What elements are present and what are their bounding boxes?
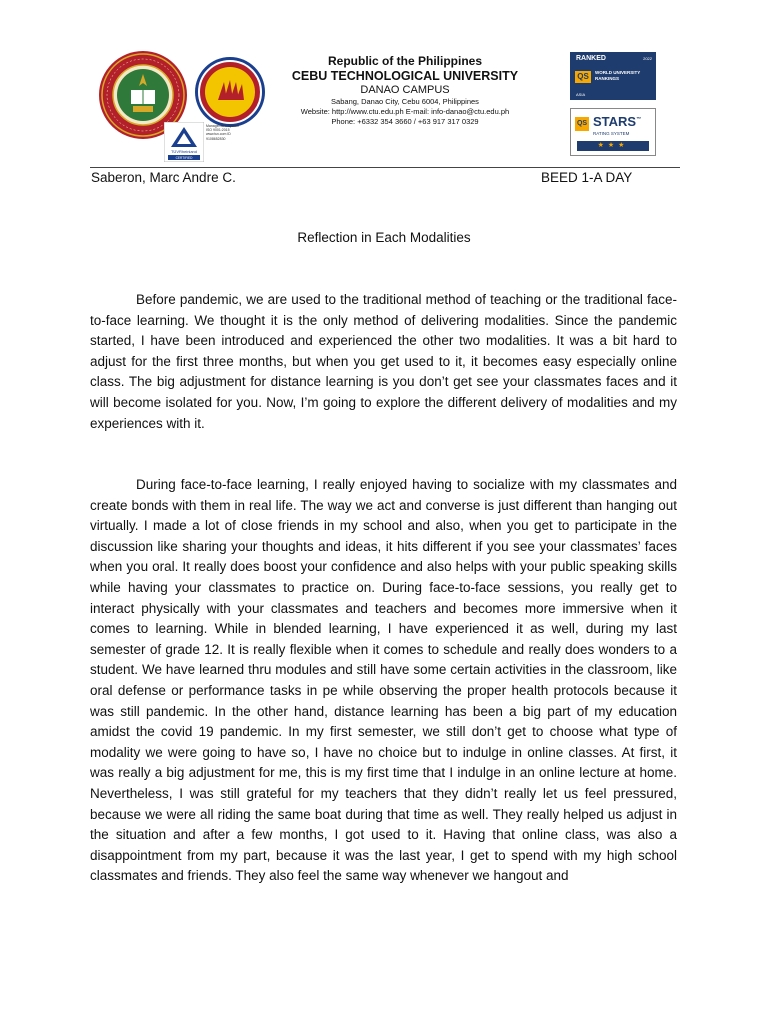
ranked-label: RANKED — [576, 55, 606, 62]
qs-logo-icon: QS — [575, 117, 589, 131]
student-name: Saberon, Marc Andre C. — [91, 170, 236, 185]
university-name: CEBU TECHNOLOGICAL UNIVERSITY — [291, 69, 519, 83]
document-title: Reflection in Each Modalities — [297, 230, 471, 245]
campus-contact: Website: http://www.ctu.edu.ph E-mail: info-danao@ctu.edu.ph — [300, 107, 510, 116]
paragraph: During face-to-face learning, I really enjoyed having to socialize with my classmates and create bonds with them in real life. The way we act and converse is just different than hanging out virtually. I made a lot of close friends in my school and also, when you get to participate in the discussion like sharing your thoughts and ideas, it hits different if you see your classmates’ faces when you oral. It really does boost your confidence and also helps with your public speaking skills while having your classmates to practice on. During face-to-face sessions, you really get to interact physically with your classmates and teachers and becomes more immersive when it comes to learning. While in blended learning, I have experienced it as well, during my last semester of grade 12. It is really flexible when it comes to schedule and really does wonders to a student. We have learned thru modules and still have some certain activities in the classroom, like oral defense or performance tasks in pe while observing the proper health protocols because it was still pandemic. In the other hand, distance learning has been a big part of my education amidst the covid 19 pandemic. In my first semester, we still don’t get to choose what type of modality we were going to have so, I have no choice but to indulge in online classes. At first, it was really a big adjustment for me, this is my first time that I indulge in an online lecture at home. Nevertheless, I was still grateful for my teachers that they didn’t really let us feel pressured, because we were all riding the same boat during that time as well. They really helped us adjust in the situation and after a few months, I got used to it. Having that online class, was also a disappointment from my part, because it was the last year, I get to spend with my high school classmates and friends. They also feel the same way whenever we hangout and — [90, 477, 677, 884]
ranked-lines: WORLD UNIVERSITY RANKINGS — [595, 70, 641, 81]
campus-name: DANAO CAMPUS — [360, 84, 450, 96]
tuv-certification-icon — [164, 122, 204, 162]
qs-logo-icon: QS — [575, 71, 591, 83]
asean-logo-icon — [194, 56, 266, 128]
student-course: BEED 1-A DAY — [541, 170, 633, 185]
campus-address: Sabang, Danao City, Cebu 6004, Philippines — [331, 97, 479, 106]
header-divider — [90, 167, 680, 168]
tuv-certified: CERTIFIED — [175, 156, 193, 160]
ranked-year: 2022 — [643, 56, 652, 61]
campus-phone: Phone: +6332 354 3660 / +63 917 317 0329 — [331, 117, 479, 126]
tuv-label: TÜVRheinland — [170, 149, 198, 154]
qs-stars-badge — [570, 108, 656, 156]
stars-rating: ★★★ — [577, 141, 649, 151]
letterhead-text — [270, 54, 540, 127]
ranked-region: ASIA — [576, 92, 586, 97]
paragraph: Before pandemic, we are used to the traditional method of teaching or the traditional face-to-face learning. We thought it is the only method of delivering modalities. Since the pandemic started, I have been introduced and experienced the other two modalities. It was a bit hard to adjust for the first three months, but when you get used to it, it becomes easy especially online class. The big adjustment for distance learning is you don’t get see your classmates faces and it will become isolated for you. Now, I’m going to explore the different delivery of modalities and my experiences with it. — [90, 292, 677, 431]
qs-ranked-badge — [570, 52, 656, 100]
management-system-text: Management System ISO 9001:2015 www.tuv.com ID 9108652830 — [206, 124, 240, 141]
letterhead — [90, 44, 680, 166]
country-name: Republic of the Philippines — [327, 54, 482, 68]
stars-label: STARS™ — [593, 114, 642, 129]
stars-sub: RATING SYSTEM — [593, 131, 630, 136]
